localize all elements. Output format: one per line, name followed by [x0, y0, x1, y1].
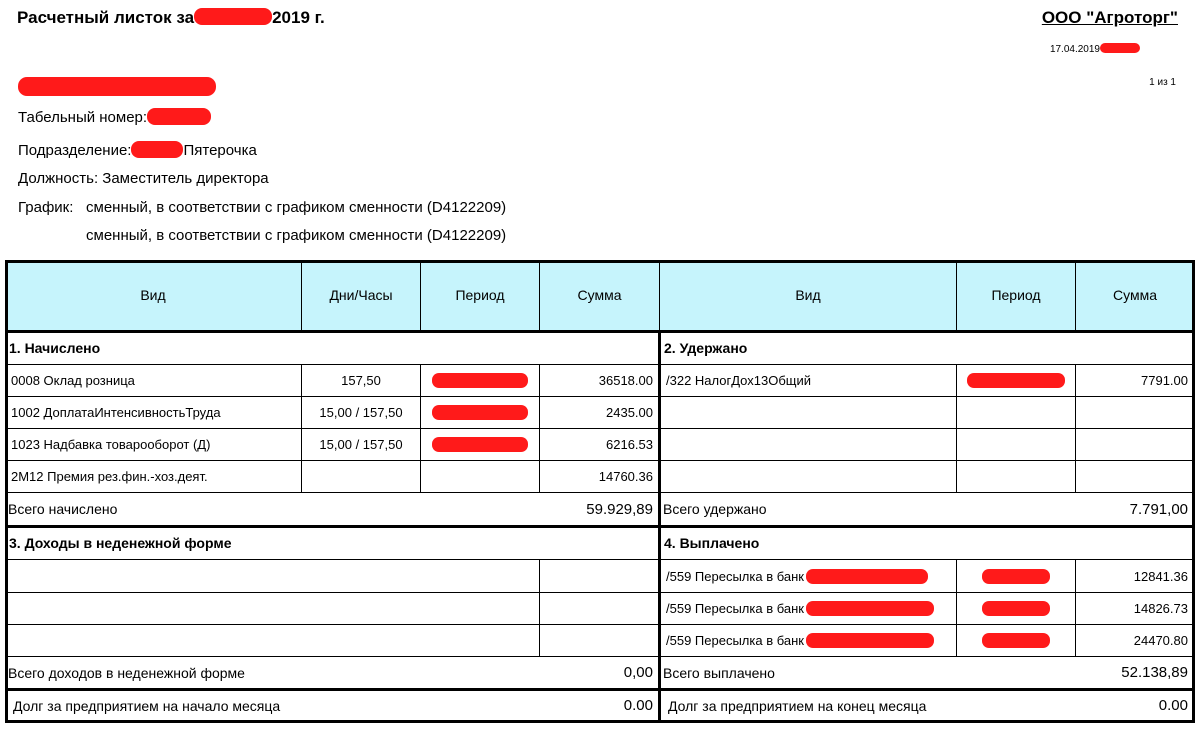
paid-row-2-sum: 14826.73 [1076, 593, 1195, 625]
section-nonmonetary-title: 3. Доходы в неденежной форме [5, 526, 660, 560]
title-prefix: Расчетный листок за [17, 8, 195, 27]
redacted-month [194, 8, 272, 25]
page-number: 1 из 1 [1149, 77, 1176, 88]
department-label: Подразделение: [18, 142, 132, 159]
header-right-type: Вид [660, 260, 957, 331]
position-line [18, 170, 269, 187]
accrued-row-4-sum: 14760.36 [540, 461, 660, 493]
position-label: Должность: [18, 170, 99, 187]
paid-row-3-sum: 24470.80 [1076, 625, 1195, 657]
rule-after-totals-1 [5, 525, 1195, 528]
debt-start-label: Долг за предприятием на начало месяца [13, 697, 281, 714]
section-accrued-title: 1. Начислено [5, 331, 660, 365]
nonmonetary-total-label: Всего доходов в неденежной форме [8, 664, 245, 681]
redacted-tab-number [147, 108, 211, 125]
accrued-row-3-sum: 6216.53 [540, 429, 660, 461]
accrued-row-1-type: 0008 Оклад розница [5, 365, 302, 397]
withheld-row-1-type: /322 НалогДох13Общий [660, 365, 957, 397]
position-value: Заместитель директора [102, 170, 269, 187]
paid-row-2-label: /559 Пересылка в банк [666, 601, 804, 616]
schedule-line-2: сменный, в соответствии с графиком сменности (D4122209) [86, 227, 507, 244]
debt-end-value: 0.00 [1158, 697, 1188, 714]
header-right-sum: Сумма [1076, 260, 1195, 331]
accrued-row-2-sum: 2435.00 [540, 397, 660, 429]
debt-start-value: 0.00 [623, 697, 653, 714]
debt-end-label: Долг за предприятием на конец месяца [668, 697, 927, 714]
rule-after-totals-2 [5, 688, 1195, 691]
accrued-row-4-type: 2М12 Премия рез.фин.-хоз.деят. [5, 461, 302, 493]
paid-row-3-label: /559 Пересылка в банк [666, 633, 804, 648]
tab-number-label: Табельный номер: [18, 109, 148, 126]
header-left-type: Вид [5, 260, 302, 331]
payslip-table [5, 260, 1195, 723]
accrued-total-value: 59.929,89 [586, 500, 653, 518]
company-name: ООО "Агроторг" [1041, 8, 1178, 27]
section-withheld-title: 2. Удержано [660, 331, 1195, 365]
title-suffix: 2019 г. [272, 8, 325, 27]
accrued-row-3-days: 15,00 / 157,50 [302, 429, 421, 461]
accrued-row-3-type: 1023 Надбавка товарооборот (Д) [5, 429, 302, 461]
department-line [18, 141, 257, 159]
tab-number-line [18, 108, 211, 126]
withheld-total-label: Всего удержано [663, 501, 767, 517]
paid-row-1-label: /559 Пересылка в банк [666, 568, 804, 584]
redacted-date-suffix [1100, 43, 1140, 53]
header-right-period: Период [957, 260, 1076, 331]
nonmonetary-total-value: 0,00 [623, 664, 653, 681]
accrued-row-2-days: 15,00 / 157,50 [302, 397, 421, 429]
header-left-sum: Сумма [540, 260, 660, 331]
accrued-row-1-sum: 36518.00 [540, 365, 660, 397]
paid-row-1-sum: 12841.36 [1076, 560, 1195, 593]
header-left-period: Период [421, 260, 540, 331]
withheld-total-value: 7.791,00 [1129, 500, 1188, 518]
document-title [17, 8, 325, 28]
section-paid-title: 4. Выплачено [660, 526, 1195, 560]
paid-total-label: Всего выплачено [663, 664, 775, 681]
department-value: Пятерочка [183, 142, 257, 159]
accrued-row-2-type: 1002 ДоплатаИнтенсивностьТруда [5, 397, 302, 429]
redacted-department-code [131, 141, 183, 158]
document-date [1050, 43, 1140, 55]
schedule-line-1: сменный, в соответствии с графиком сменности (D4122209) [86, 199, 507, 216]
header-days: Дни/Часы [302, 260, 421, 331]
withheld-row-1-sum: 7791.00 [1076, 365, 1195, 397]
redacted-employee-name [18, 77, 216, 96]
accrued-row-1-days: 157,50 [302, 365, 421, 397]
schedule-label: График: [18, 199, 74, 216]
paid-total-value: 52.138,89 [1121, 664, 1188, 681]
date-value: 17.04.2019 [1049, 44, 1100, 55]
rule-after-header [5, 330, 1195, 333]
accrued-total-label: Всего начислено [8, 501, 118, 517]
